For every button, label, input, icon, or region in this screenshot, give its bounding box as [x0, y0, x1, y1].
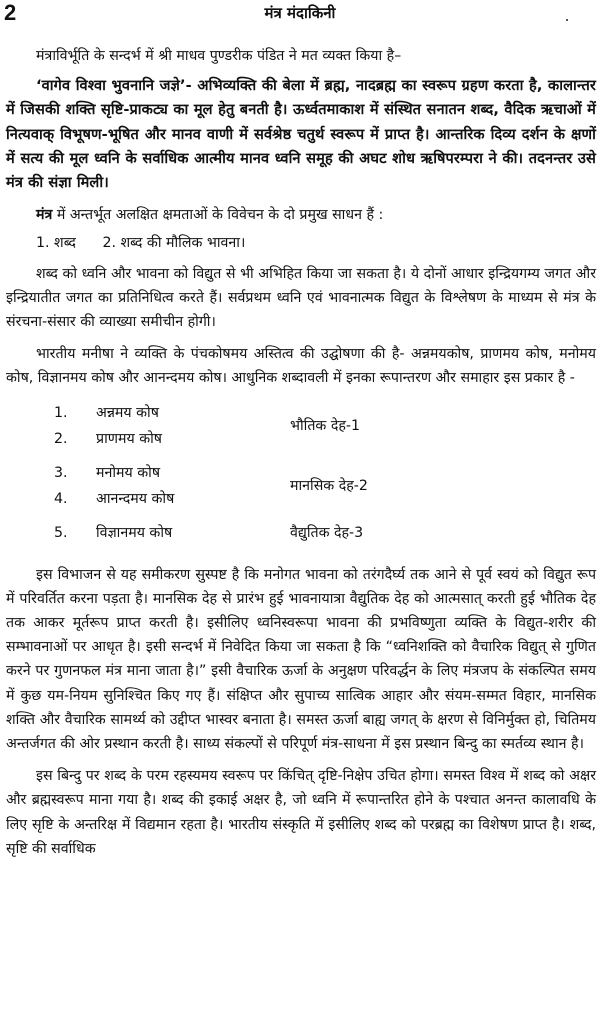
intro-line: मंत्राविर्भूति के सन्दर्भ में श्री माधव पुण्डरीक पंडित ने मत व्यक्त किया है–	[36, 48, 402, 64]
kosha-item: 3. मनोमय कोष	[54, 464, 161, 481]
paragraph-division: इस विभाजन से यह समीकरण सुस्पष्ट है कि मनोगत भावना को तरंगदैर्घ्य तक आने से पूर्व स्वयं को विद्युत रूप में परिवर्तित करना पड़ता है। मानसिक देह से प्रारंभ हुई भावनायात्रा वैद्युतिक देह को आत्मसात् करती हुई भौतिक देह तक आकर मूर्तरूप प्राप्त करती है। इसीलिए ध्वनिस्वरूपा भावना की प्रभविष्णुता व्यक्ति के विद्युत-शरीर की सम्भावनाओं पर आधृत है। इसी सन्दर्भ में निवेदित किया जा सकता है कि “ध्वनिशक्ति को वैचारिक विद्युत् से गुणित करने पर गुणनफल मंत्र माना जाता है।” इसी वैचारिक ऊर्जा के अनुक्षण परिवर्द्धन के लिए मंत्रजप के संकल्पित समय में कुछ यम-नियम सुनिश्चित किए गए हैं। संक्षिप्त और सुपाच्य सात्विक आहार और संयम-सम्मत विहार, मानसिक शक्ति और वैचारिक सामर्थ्य को उद्दीप्त भास्वर बनाता है। समस्त ऊर्जा बाह्य जगत् के क्षरण से विनिर्मुक्त हो, चितिमय अन्तर्जगत की ओर प्रस्थान करती है। साध्य संकल्पों से परिपूर्ण मंत्र-साधना में इस प्रस्थान बिन्दु का स्मर्तव्य स्थान है।	[6, 566, 596, 753]
means-intro	[6, 203, 596, 227]
kosha-item: 1. अन्नमय कोष	[54, 404, 159, 421]
paragraph-kosha: भारतीय मनीषा ने व्यक्ति के पंचकोषमय अस्तित्व की उद्घोषणा की है- अन्नमयकोष, प्राणमय कोष, मनोमय कोष, विज्ञानमय कोष और आनन्दमय कोष। आधुनिक शब्दावली में इनका रूपान्तरण और समाहार इस प्रकार है -	[6, 346, 596, 387]
kosha-list	[6, 393, 596, 563]
paragraph-word: इस बिन्दु पर शब्द के परम रहस्यमय स्वरूप पर किंचित् दृष्टि-निक्षेप उचित होगा। समस्त विश्व में शब्द को अक्षर और ब्रह्मस्वरूप माना गया है। शब्द की इकाई अक्षर है, जो ध्वनि में रूपान्तरित होने के पश्चात अनन्त कालावधि के लिए सृष्टि के अन्तरिक्ष में विद्यमान रहता है। भारतीय संस्कृति में इसीलिए शब्द को परब्रह्म का विशेषण प्राप्त है। शब्द, सृष्टि की सर्वाधिक	[6, 768, 596, 857]
running-title: मंत्र मंदाकिनी	[264, 4, 336, 22]
page-number: 2	[4, 0, 17, 25]
kosha-item: 2. प्राणमय कोष	[54, 430, 162, 447]
paragraph-sound: शब्द को ध्वनि और भावना को विद्युत से भी अभिहित किया जा सकता है। ये दोनों आधार इन्द्रियगम्य जगत और इन्द्रियातीत जगत का प्रतिनिधित्व करते हैं। सर्वप्रथम ध्वनि एवं भावनात्मक विद्युत के विश्लेषण के माध्यम से मंत्र के संरचना-संसार की व्याख्या समीचीन होगी।	[6, 265, 596, 331]
quote-paragraph: ‘वागेव विश्वा भुवनानि जज्ञे’- अभिव्यक्ति की बेला में ब्रह्म, नादब्रह्म का स्वरूप ग्रहण करता है, कालान्तर में जिसकी शक्ति सृष्टि-प्राकट्य का मूल हेतु बनती है। ऊर्ध्वतमाकाश में संस्थित सनातन शब्द, वैदिक ऋचाओं में नित्यवाक् विभूषण-भूषित और मानव वाणी में सर्वश्रेष्ठ चतुर्थ स्वरूप में प्राप्त है। आन्तरिक दिव्य दर्शन के क्षणों में सत्य की मूल ध्वनि के सर्वाधिक आत्मीय मानव ध्वनि समूह की अघट शोध ऋषिपरम्परा ने की। तदनन्तर उसे मंत्र की संज्ञा मिली।	[6, 77, 596, 192]
scan-speck	[566, 19, 568, 21]
deha-label-mental: मानसिक देह-2	[290, 477, 368, 494]
deha-label-electric: वैद्युतिक देह-3	[290, 524, 364, 541]
page-body	[6, 44, 596, 861]
deha-label-physical: भौतिक देह-1	[290, 417, 361, 434]
means-item: 1. शब्द	[36, 235, 76, 252]
means-lead-word: मंत्र	[36, 207, 53, 224]
means-intro-rest: में अन्तर्भूत अलक्षित क्षमताओं के विवेचन के दो प्रमुख साधन हैं :	[52, 207, 384, 224]
kosha-item: 4. आनन्दमय कोष	[54, 490, 175, 507]
means-item: 2. शब्द की मौलिक भावना।	[102, 235, 246, 252]
kosha-item: 5. विज्ञानमय कोष	[54, 524, 173, 541]
means-list	[6, 231, 596, 255]
